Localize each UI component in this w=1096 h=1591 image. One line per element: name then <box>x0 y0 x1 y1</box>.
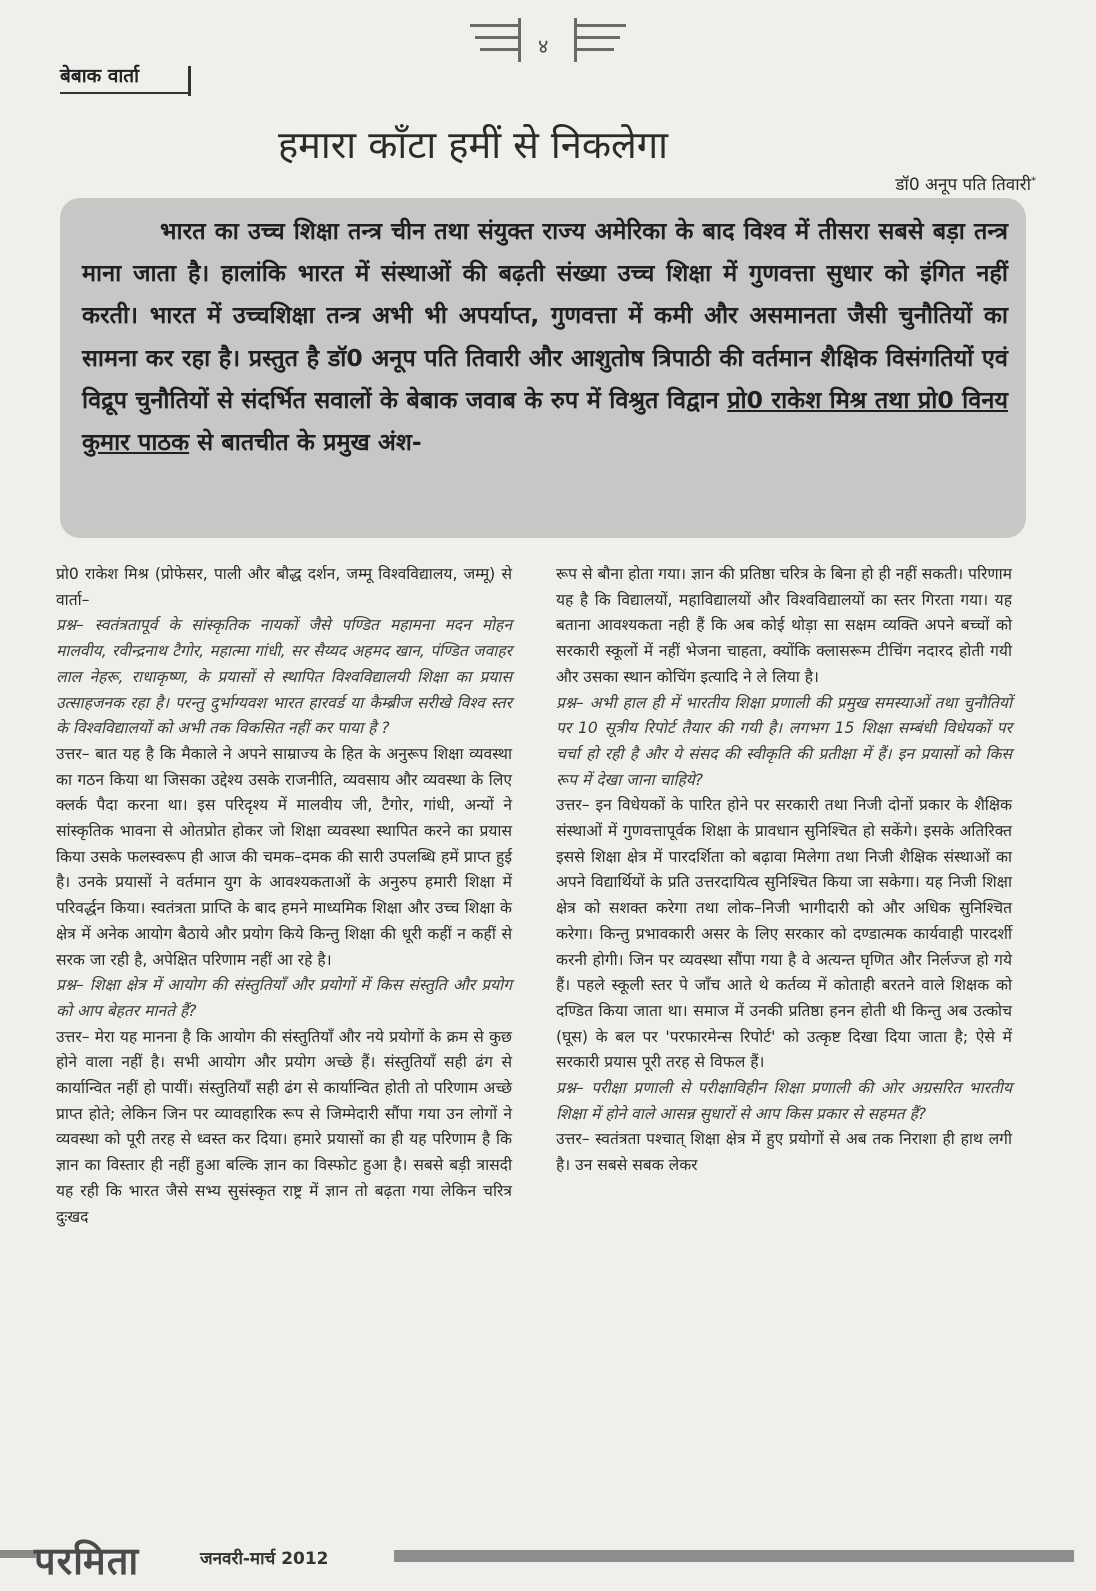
ornament-line <box>470 24 520 27</box>
ornament-line <box>475 36 520 39</box>
ornament-line <box>518 18 521 62</box>
footer-bar <box>394 1550 1074 1562</box>
page-number-ornament <box>470 14 630 74</box>
answer-paragraph: रूप से बौना होता गया। ज्ञान की प्रतिष्ठा चरित्र के बिना हो ही नहीं सकती। परिणाम यह है कि विद्यालयों, महाविद्यालयों और विश्वविद्यालयों का स्तर गिरता गया। यह बताना आवश्यकता नही हैं कि अब कोई थोड़ा सा सक्षम व्यक्ति अपने बच्चों को सरकारी स्कूलों में नहीं भेजना चाहता, क्योंकि क्लासरूम टीचिंग नदारद होती गयी और उसका स्थान कोचिंग इत्यादि ने ले लिया है। <box>556 565 1012 686</box>
interview-intro-line: प्रो0 राकेश मिश्र (प्रोफेसर, पाली और बौद्ध दर्शन, जम्मू विश्वविद्यालय, जम्मू) से वार्ता– <box>56 565 512 609</box>
intro-text-main: भारत का उच्च शिक्षा तन्त्र चीन तथा संयुक्त राज्य अमेरिका के बाद विश्व में तीसरा सबसे बड़ा तन्त्र माना जाता है। हालांकि भारत में संस्थाओं की बढ़ती संख्या उच्च शिक्षा में गुणवत्ता सुधार को इंगित नहीं करती। भारत में उच्चशिक्षा तन्त्र अभी भी अपर्याप्त, गुणवत्ता में कमी और असमानता जैसी चुनौतियों का सामना कर रहा है। प्रस्तुत है डॉ0 अनूप पति तिवारी और आशुतोष त्रिपाठी की वर्तमान शैक्षिक विसंगतियों एवं विद्रूप चुनौतियों से संदर्भित सवालों के बेबाक जवाब के रुप में विश्रुत विद्वान <box>82 217 1008 414</box>
answer-paragraph: उत्तर– इन विधेयकों के पारित होने पर सरकारी तथा निजी दोनों प्रकार के शैक्षिक संस्थाओं में गुणवत्तापूर्वक शिक्षा के प्रावधान सुनिश्चित हो सकेंगे। इसके अतिरिक्त इससे शिक्षा क्षेत्र में पारदर्शिता को बढ़ावा मिलेगा तथा निजी शैक्षिक संस्थाओं का अपने विद्यार्थियों के प्रति उत्तरदायित्व सुनिश्चित किया जा सकेगा। यह निजी शिक्षा क्षेत्र को सशक्त करेगा तथा लोक–निजी भागीदारी को और अधिक सुनिश्चित करेगा। किन्तु प्रभावकारी असर के लिए सरकार को दण्डात्मक कार्यवाही पारदर्शी करनी होगी। जिन पर व्यवस्था सौंपा गया है वे अत्यन्त घृणित और निर्लज्ज हो गये हैं। पहले स्कूली स्तर पे जाँच आते थे कर्तव्य में कोताही बरतने वाले शिक्षक को दण्डित किया जाता था। समाज में उनकी प्रतिष्ठा हनन होती थी किन्तु अब उत्कोच (घूस) के बल पर 'परफारमेन्स रिपोर्ट' को उत्कृष्ट दिखा दिया जाता है; ऐसे में सरकारी प्रयास पूरी तरह से विफल हैं। <box>556 796 1012 1072</box>
answer-paragraph: उत्तर– स्वतंत्रता पश्चात् शिक्षा क्षेत्र में हुए प्रयोगों से अब तक निराशा ही हाथ लगी है। उन सबसे सबक लेकर <box>556 1130 1012 1175</box>
question-paragraph: प्रश्न– परीक्षा प्रणाली से परीक्षाविहीन शिक्षा प्रणाली की ओर अग्रसरित भारतीय शिक्षा में होने वाले आसन्न सुधारों से आप किस प्रकार से सहमत हैं? <box>556 1079 1012 1123</box>
answer-paragraph: उत्तर– मेरा यह मानना है कि आयोग की संस्तुतियाँ और नये प्रयोगों के क्रम से कुछ होने वाला नहीं है। सभी आयोग और प्रयोग अच्छे हैं। संस्तुतियाँ सही ढंग से कार्यान्वित नहीं हो पायीं। संस्तुतियाँ सही ढंग से कार्यान्वित होती तो परिणाम अच्छे प्राप्त होते; लेकिन जिन पर व्यावहारिक रूप से जिम्मेदारी सौंपा गया उन लोगों ने व्यवस्था को पूरी तरह से ध्वस्त कर दिया। हमारे प्रयासों का ही यह परिणाम है कि ज्ञान का विस्तार ही नहीं हुआ बल्कि ज्ञान का विस्फोट हुआ है। सबसे बड़ी त्रासदी यह रही कि भारत जैसे सभ्य सुसंस्कृत राष्ट्र में ज्ञान तो बढ़ता गया लेकिन चरित्र दुःखद <box>56 1027 512 1226</box>
answer-paragraph: उत्तर– बात यह है कि मैकाले ने अपने साम्राज्य के हित के अनुरूप शिक्षा व्यवस्था का गठन किया था जिसका उद्देश्य उसके राजनीति, व्यवसाय और व्यवस्था के लिए क्लर्क पैदा करना था। इस परिदृश्य में मालवीय जी, टैगोर, गांधी, अन्यों ने सांस्कृतिक भावना से ओतप्रोत होकर जो शिक्षा व्यवस्था स्थापित करने का प्रयास किया उसके फलस्वरूप ही आज की चमक–दमक की सारी उपलब्धि हमें प्राप्त हुई है। उनके प्रयासों ने वर्तमान युग के आवश्यकताओं के अनुरुप हमारी शिक्षा में परिवर्द्धन किया। स्वतंत्रता प्राप्ति के बाद हमने माध्यमिक शिक्षा और उच्च शिक्षा के क्षेत्र में अनेक आयोग बैठाये और प्रयोग किये किन्तु शिक्षा की धूरी कहीं न कहीं से सरक जा रही है, अपेक्षित परिणाम नहीं आ रहे है। <box>56 744 512 969</box>
intro-text <box>82 210 1008 463</box>
page-number: ४ <box>538 34 549 58</box>
magazine-logo: परमिता <box>34 1539 140 1583</box>
section-divider <box>188 66 191 96</box>
author-footnote-mark: * <box>1031 175 1036 187</box>
ornament-line <box>574 24 626 27</box>
article-author <box>895 172 1036 195</box>
author-name: डॉ0 अनूप पति तिवारी <box>895 175 1031 195</box>
footer-left-bar <box>0 1550 36 1558</box>
article-title: हमारा काँटा हमीं से निकलेगा <box>278 123 669 167</box>
left-column <box>56 562 512 1230</box>
question-paragraph: प्रश्न– स्वतंत्रतापूर्व के सांस्कृतिक नायकों जैसे पण्डित महामना मदन मोहन मालवीय, रवीन्द्रनाथ टैगोर, महात्मा गांधी, सर सैय्यद अहमद खान, पंण्डित जवाहर लाल नेहरू, राधाकृष्ण, के प्रयासों से स्थापित विश्वविद्यालयी शिक्षा का प्रयास उत्साहजनक रहा है। परन्तु दुर्भाग्यवश भारत हारवर्ड या कैम्ब्रीज सरीखे विश्व स्तर के विश्वविद्यालयों को अभी तक विकसित नहीं कर पाया है ? <box>56 616 512 738</box>
right-column <box>556 562 1012 1179</box>
section-label: बेबाक वार्ता <box>60 65 140 87</box>
issue-date: जनवरी-मार्च 2012 <box>200 1549 329 1569</box>
section-underline <box>60 92 190 94</box>
ornament-line <box>480 48 520 51</box>
intro-text-end: से बातचीत के प्रमुख अंश- <box>189 428 422 457</box>
interviewee-names: प्रो0 राकेश मिश्र तथा प्रो0 विनय कुमार पाठक <box>82 385 1008 457</box>
question-paragraph: प्रश्न– शिक्षा क्षेत्र में आयोग की संस्तुतियाँ और प्रयोगों में किस संस्तुति और प्रयोग को आप बेहतर मानते हैं? <box>56 976 512 1020</box>
ornament-line <box>574 36 620 39</box>
question-paragraph: प्रश्न– अभी हाल ही में भारतीय शिक्षा प्रणाली की प्रमुख समस्याओं तथा चुनौतियों पर 10 सूत्रीय रिपोर्ट तैयार की गयी है। लगभग 15 शिक्षा सम्बंधी विधेयकों पर चर्चा हो रही है और ये संसद की स्वीकृति की प्रतीक्षा में हैं। इन प्रयासों को किस रूप में देखा जाना चाहिये? <box>556 693 1012 789</box>
ornament-line <box>574 48 614 51</box>
